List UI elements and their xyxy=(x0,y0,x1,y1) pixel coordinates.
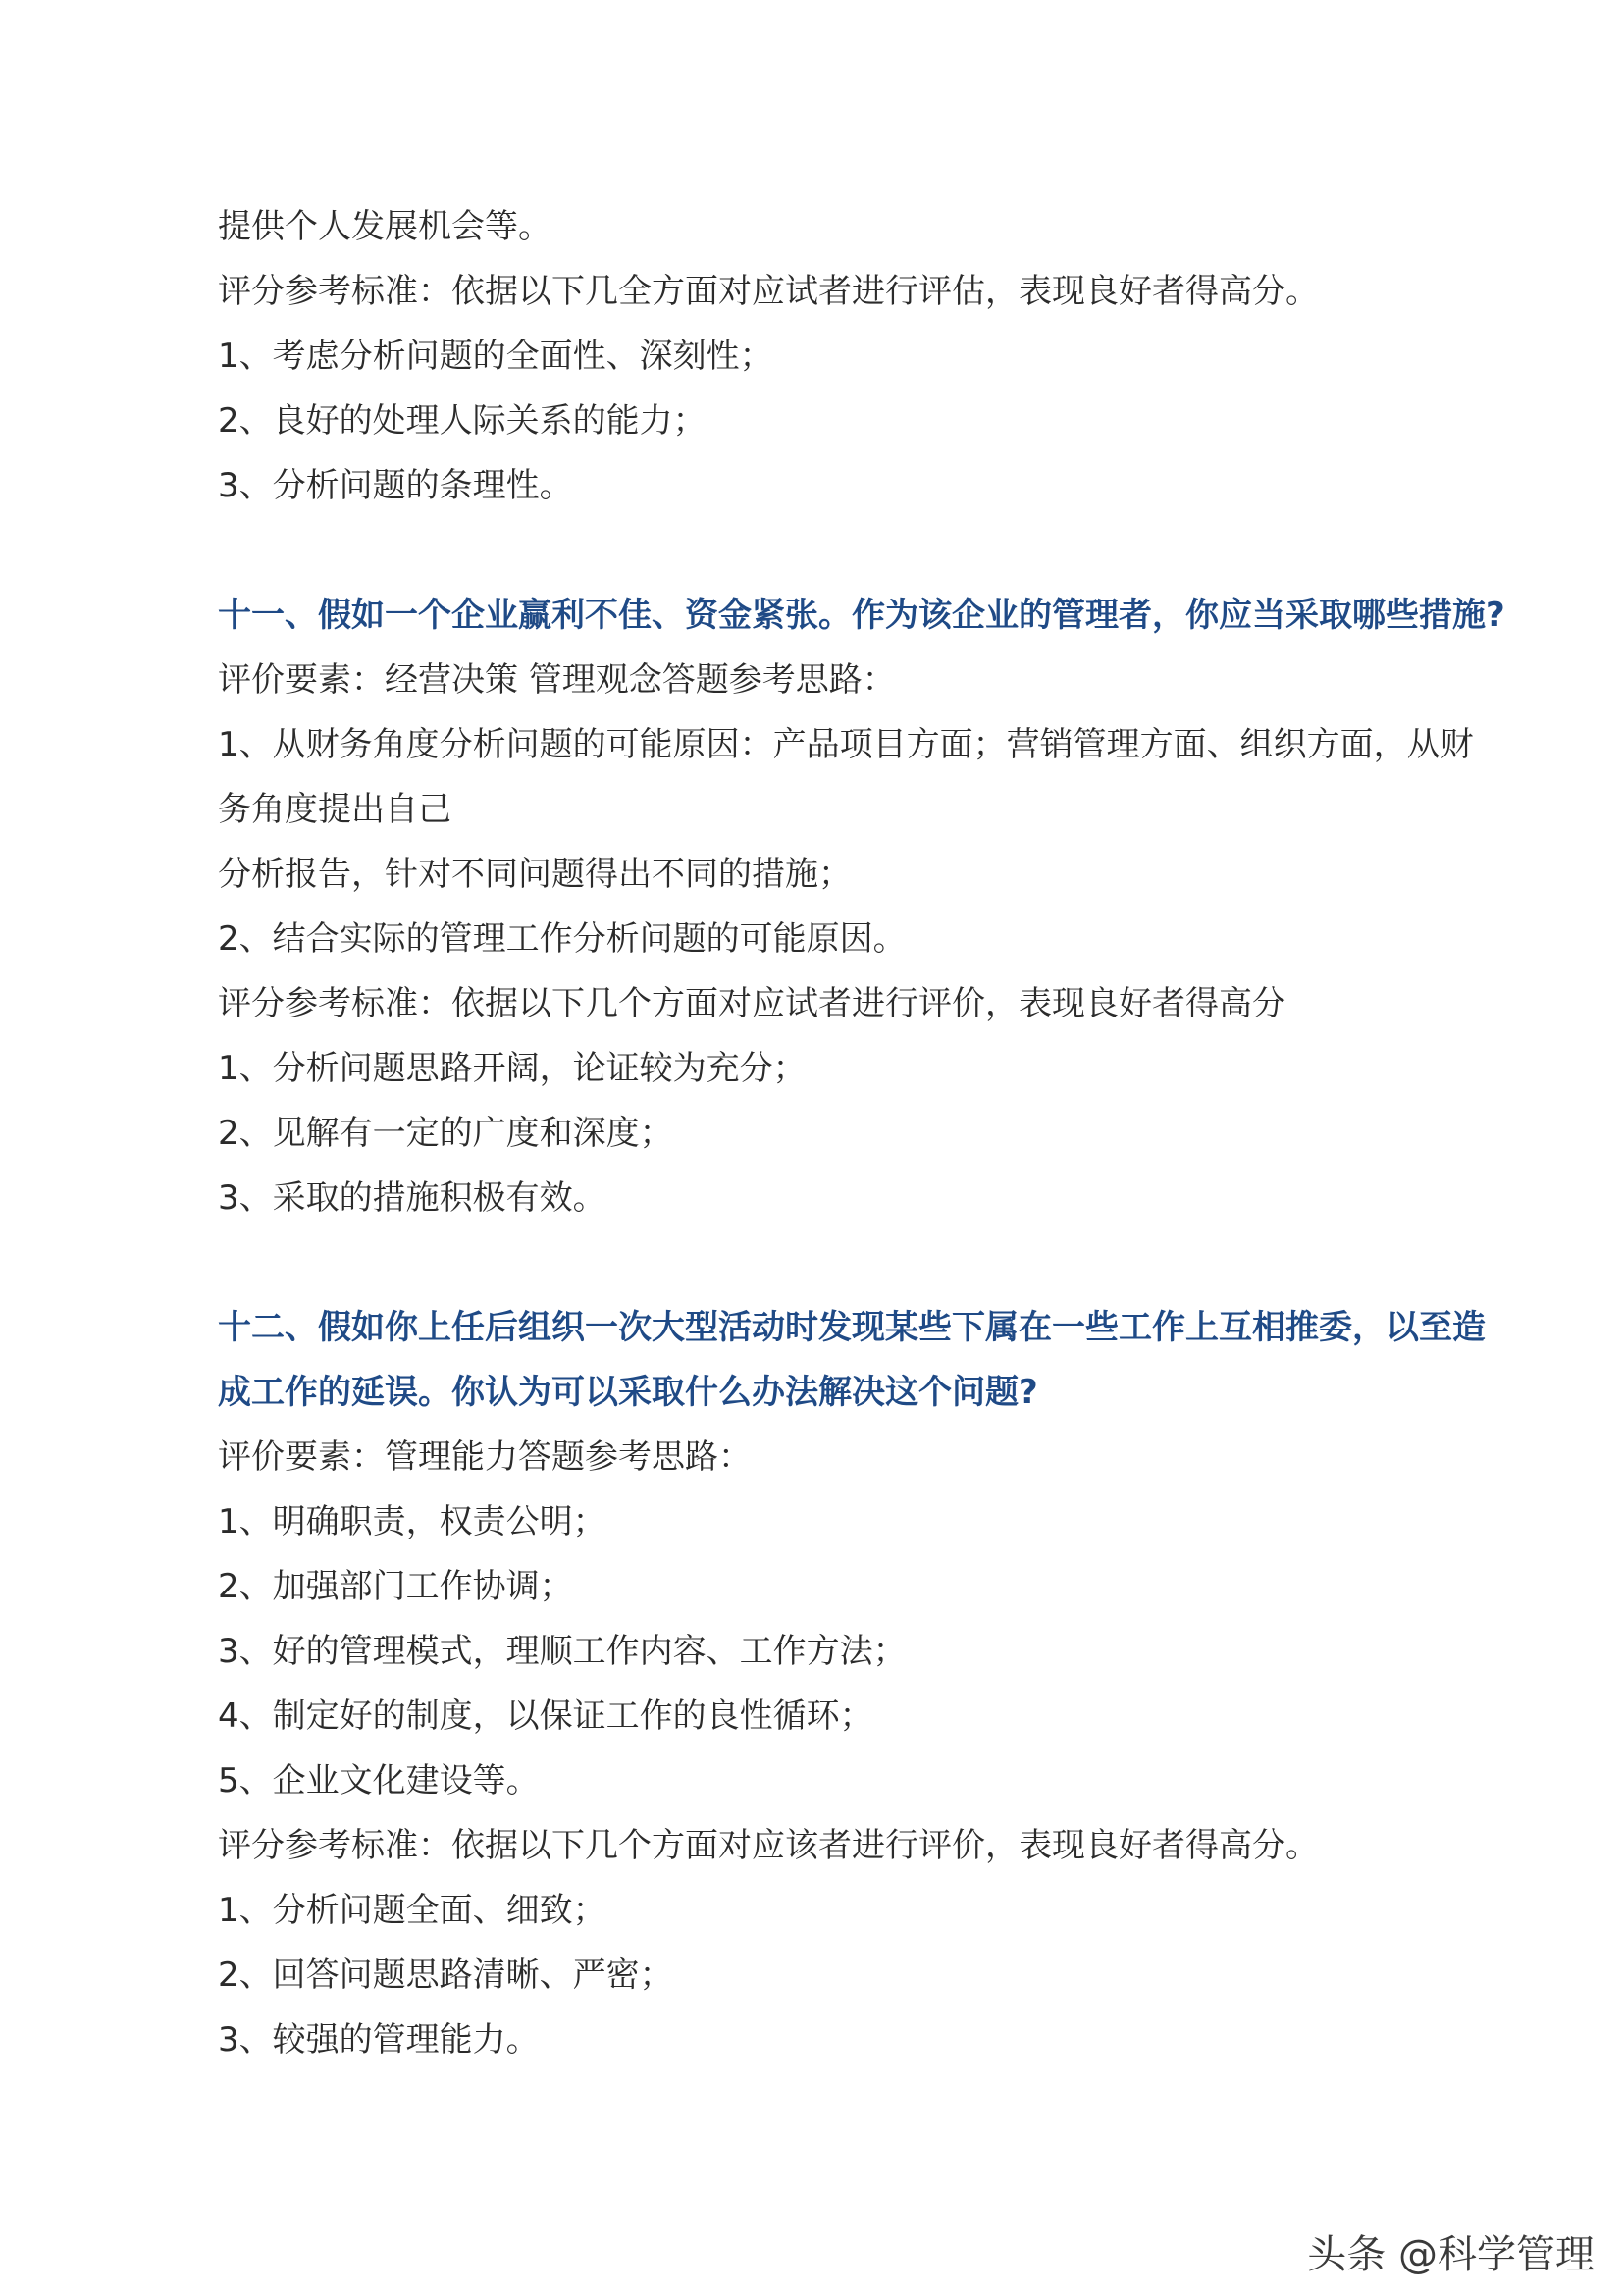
section-12-title: 十二、假如你上任后组织一次大型活动时发现某些下属在一些工作上互相推委，以至造 xyxy=(218,1308,1486,1347)
list-item: 3、采取的措施积极有效。 xyxy=(218,1178,606,1218)
section-11 xyxy=(218,583,1505,1230)
list-item: 2、见解有一定的广度和深度； xyxy=(218,1114,673,1153)
list-item: 1、考虑分析问题的全面性、深刻性； xyxy=(218,337,773,376)
list-item: 2、良好的处理人际关系的能力； xyxy=(218,401,707,441)
section-12 xyxy=(218,1295,1493,2072)
list-item: 4、制定好的制度，以保证工作的良性循环； xyxy=(218,1696,873,1736)
list-item: 2、结合实际的管理工作分析问题的可能原因。 xyxy=(218,919,907,959)
list-item: 1、明确职责，权责公明； xyxy=(218,1502,606,1541)
list-item: 5、企业文化建设等。 xyxy=(218,1761,540,1800)
section-12-title-cont: 成工作的延误。你认为可以采取什么办法解决这个问题? xyxy=(218,1373,1038,1412)
text-line: 分析报告，针对不同问题得出不同的措施； xyxy=(218,855,852,894)
text-line: 务角度提出自己 xyxy=(218,790,451,829)
list-item: 1、分析问题全面、细致； xyxy=(218,1891,606,1930)
list-item: 3、较强的管理能力。 xyxy=(218,2020,540,2060)
text-line: 提供个人发展机会等。 xyxy=(218,207,551,246)
list-item: 2、加强部门工作协调； xyxy=(218,1567,573,1606)
document-page xyxy=(218,194,1505,2072)
text-line: 评价要素：管理能力答题参考思路： xyxy=(218,1437,752,1477)
section-previous xyxy=(218,194,1493,518)
list-item: 1、从财务角度分析问题的可能原因：产品项目方面；营销管理方面、组织方面，从财 xyxy=(218,725,1474,764)
text-line: 评分参考标准：依据以下几个方面对应试者进行评价，表现良好者得高分 xyxy=(218,984,1285,1023)
section-11-title: 十一、假如一个企业赢利不佳、资金紧张。作为该企业的管理者，你应当采取哪些措施? xyxy=(218,596,1505,635)
text-line: 评价要素：经营决策 管理观念答题参考思路： xyxy=(218,660,896,700)
text-line: 评分参考标准：依据以下几全方面对应试者进行评估，表现良好者得高分。 xyxy=(218,272,1319,311)
list-item: 2、回答问题思路清晰、严密； xyxy=(218,1956,673,1995)
list-item: 3、好的管理模式，理顺工作内容、工作方法； xyxy=(218,1632,907,1671)
text-line: 评分参考标准：依据以下几个方面对应该者进行评价，表现良好者得高分。 xyxy=(218,1826,1319,1865)
list-item: 3、分析问题的条理性。 xyxy=(218,466,573,505)
watermark: 头条 @科学管理 xyxy=(1307,2232,1595,2277)
list-item: 1、分析问题思路开阔，论证较为充分； xyxy=(218,1049,807,1088)
